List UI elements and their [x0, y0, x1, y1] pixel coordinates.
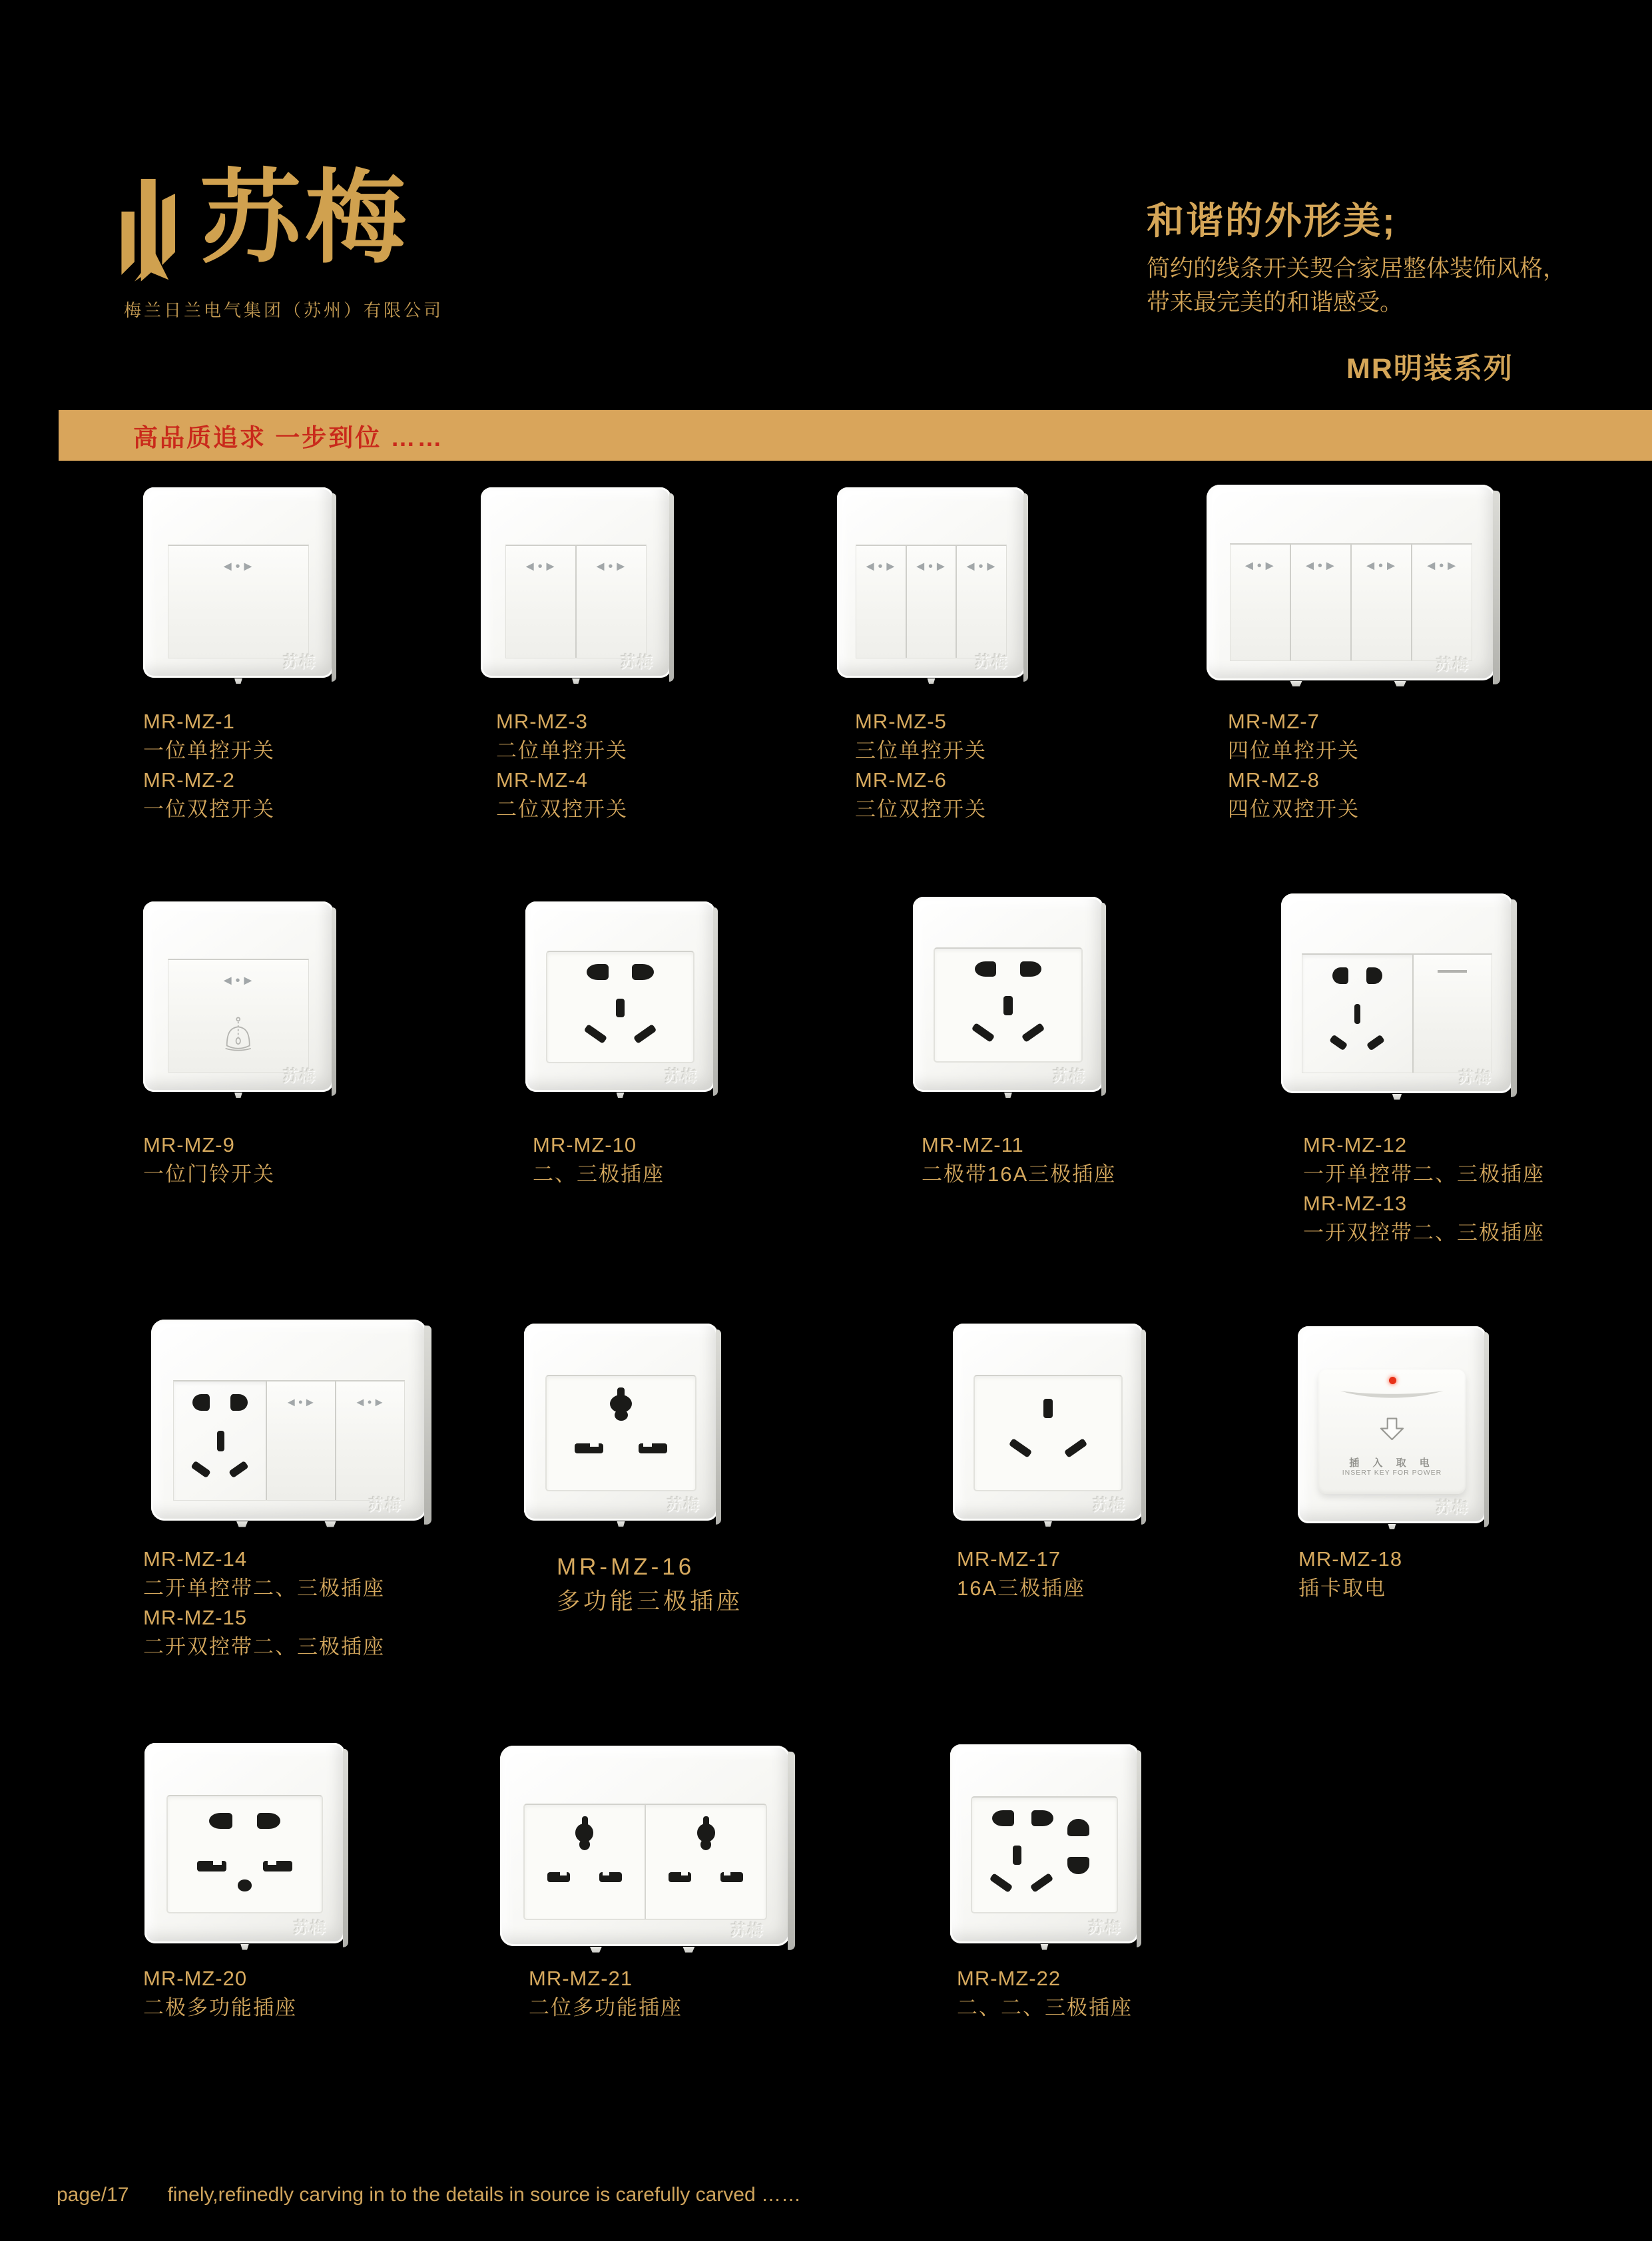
- rocker: [906, 546, 956, 658]
- socket-face: [166, 1795, 323, 1913]
- product-label: [143, 1545, 385, 1662]
- socket-face: [934, 947, 1082, 1063]
- rocker-indicator-icon: ◄•►: [1364, 558, 1399, 573]
- socket-hole-2pin-left: [587, 964, 609, 979]
- mounting-notch: [232, 1093, 244, 1099]
- model-description: 二开双控带二、三极插座: [143, 1635, 385, 1658]
- rocker-indicator-icon: ◄•►: [285, 1395, 318, 1409]
- model-description: 一开单控带二、三极插座: [1303, 1162, 1545, 1186]
- page-number: page/17: [57, 2184, 129, 2206]
- brand-emboss: 苏梅: [1053, 1067, 1087, 1085]
- socket-hole-2pin-top: [1067, 1819, 1089, 1836]
- model-number: MR-MZ-5: [855, 710, 947, 733]
- model-number: MR-MZ-7: [1228, 710, 1320, 733]
- model-description: 三位双控开关: [855, 798, 987, 821]
- model-number: MR-MZ-8: [1228, 768, 1320, 792]
- model-number: MR-MZ-1: [143, 710, 235, 733]
- mounting-notch: [587, 1947, 605, 1953]
- socket-hole-neutral: [1366, 1034, 1386, 1051]
- socket-hole-multi-top-left: [209, 1813, 232, 1829]
- socket-hole-multi-left: [669, 1872, 691, 1882]
- rocker-indicator-icon: ◄•►: [914, 559, 949, 575]
- switch-face: [505, 545, 647, 659]
- rocker-indicator-icon: ◄•►: [1242, 558, 1278, 573]
- socket-hole-multi-left: [547, 1872, 570, 1882]
- model-description: 一位门铃开关: [143, 1162, 275, 1186]
- product-photo-mr-mz-16: [524, 1324, 718, 1521]
- rocker-indicator-icon: ◄•►: [593, 559, 629, 575]
- rocker-indicator-icon: ◄•►: [220, 973, 256, 989]
- product-label: [922, 1130, 1116, 1189]
- mounting-notch: [1288, 681, 1305, 687]
- intro-line-1: 简约的线条开关契合家居整体装饰风格，: [1147, 256, 1567, 282]
- product-label: [1228, 707, 1360, 824]
- brand-emboss: 苏梅: [283, 653, 317, 671]
- mounting-notch: [322, 1521, 339, 1527]
- socket-hole-multi-left: [197, 1861, 226, 1871]
- model-description: 多功能三极插座: [557, 1589, 744, 1615]
- headline: 和谐的外形美;: [1147, 200, 1397, 242]
- product-photo-mr-mz-14: [151, 1320, 427, 1521]
- socket-hole-2pin-left: [1332, 967, 1349, 984]
- combo-face: [1302, 953, 1492, 1073]
- product-photo-mr-mz-22: [950, 1744, 1139, 1943]
- product-photo-mr-mz-18: [1298, 1326, 1486, 1523]
- model-description: 二位双控开关: [496, 798, 628, 821]
- mounting-notch: [615, 1093, 626, 1099]
- socket-hole-multi-right: [263, 1861, 292, 1871]
- multifunction-unit: [525, 1805, 645, 1919]
- power-led: [1389, 1377, 1396, 1384]
- brand-emboss: 苏梅: [1093, 1496, 1127, 1514]
- rocker: [266, 1381, 335, 1500]
- model-description: 三位单控开关: [855, 739, 987, 762]
- model-description: 二位多功能插座: [529, 1996, 683, 2019]
- rocker: [1231, 545, 1290, 660]
- footer-caption: finely,refinedly carving in to the details in source is carefully carved ……: [167, 2184, 801, 2206]
- socket-hole-neutral: [1030, 1873, 1053, 1893]
- mounting-notch: [238, 1944, 250, 1950]
- rocker: [956, 546, 1005, 658]
- mounting-notch: [570, 678, 581, 684]
- model-description: 一位单控开关: [143, 739, 275, 762]
- model-number: MR-MZ-14: [143, 1547, 248, 1571]
- socket-hole-earth: [1043, 1399, 1052, 1418]
- model-number: MR-MZ-17: [957, 1547, 1061, 1571]
- socket-hole-round: [238, 1879, 252, 1891]
- product-photo-mr-mz-5: [837, 487, 1025, 678]
- socket-hole-2pin-right: [1366, 967, 1383, 984]
- rocker: [1290, 545, 1350, 660]
- socket-hole-multi-right: [720, 1872, 743, 1882]
- brand-emboss: 苏梅: [368, 1495, 402, 1513]
- socket-hole-2pin-right: [1031, 1810, 1053, 1826]
- socket-hole-neutral: [228, 1461, 249, 1479]
- model-number: MR-MZ-18: [1298, 1547, 1403, 1571]
- plate-edge: [669, 493, 674, 682]
- product-photo-mr-mz-21: [500, 1746, 790, 1946]
- insert-arrow-icon: [1367, 1414, 1417, 1449]
- product-label: [1303, 1130, 1545, 1248]
- mounting-notch: [926, 678, 937, 684]
- mounting-notch: [1390, 1094, 1404, 1100]
- mounting-notch: [232, 678, 244, 684]
- model-number: MR-MZ-10: [533, 1133, 637, 1156]
- model-description: 插卡取电: [1298, 1577, 1386, 1600]
- product-photo-mr-mz-3: [481, 487, 671, 678]
- socket-hole-2pin-bottom: [1067, 1857, 1089, 1874]
- socket-hole-earth-round-small: [579, 1839, 590, 1850]
- model-description: 二极带16A三极插座: [922, 1162, 1117, 1186]
- socket-hole-live: [989, 1873, 1013, 1893]
- plate-edge: [713, 907, 718, 1096]
- brand-emboss: 苏梅: [1436, 1499, 1470, 1517]
- socket-hole-multi-top-right: [257, 1813, 280, 1829]
- plate-edge: [716, 1330, 721, 1525]
- rocker: [168, 546, 308, 658]
- company-name: 梅兰日兰电气集团（苏州）有限公司: [124, 300, 444, 320]
- socket-hole-2pin-left: [992, 1810, 1014, 1826]
- socket-hole-earth-round-small: [700, 1839, 711, 1850]
- model-number: MR-MZ-3: [496, 710, 588, 733]
- product-photo-mr-mz-20: [144, 1743, 345, 1943]
- multifunction-unit: [645, 1805, 766, 1919]
- switch-face: [1230, 543, 1473, 660]
- plate-edge: [1511, 899, 1517, 1097]
- rocker: [1350, 545, 1411, 660]
- socket-hole-earth: [616, 999, 625, 1017]
- model-number: MR-MZ-4: [496, 768, 588, 792]
- product-label: [1298, 1545, 1402, 1603]
- socket-hole-live: [971, 1023, 995, 1043]
- product-label: [529, 1964, 683, 2023]
- plate-edge: [1141, 1330, 1146, 1525]
- model-description: 一开双控带二、三极插座: [1303, 1221, 1545, 1244]
- product-label: [557, 1550, 743, 1619]
- model-number: MR-MZ-11: [922, 1133, 1024, 1156]
- mounting-notch: [234, 1521, 250, 1527]
- product-label: [143, 1130, 275, 1189]
- card-instruction-cn: 插 入 取 电: [1349, 1457, 1435, 1469]
- socket-section: [1302, 955, 1412, 1073]
- socket-hole-2pin-left: [192, 1394, 210, 1411]
- slogan-text: 高品质追求 一步到位 ……: [133, 424, 444, 451]
- socket-hole-earth: [217, 1431, 224, 1451]
- socket-face: [545, 1375, 696, 1491]
- product-photo-mr-mz-12: [1281, 893, 1513, 1093]
- model-number: MR-MZ-15: [143, 1606, 248, 1629]
- model-number: MR-MZ-20: [143, 1967, 248, 1990]
- plate-edge: [1101, 903, 1106, 1096]
- key-card-slot-face: [1318, 1370, 1466, 1494]
- product-label: [957, 1964, 1133, 2023]
- model-description: 二极多功能插座: [143, 1996, 297, 2019]
- model-description: 四位单控开关: [1228, 739, 1360, 762]
- rocker-indicator-icon: ◄•►: [523, 559, 559, 575]
- socket-hole-2pin-right: [1020, 961, 1042, 977]
- model-number: MR-MZ-12: [1303, 1133, 1408, 1156]
- plate-edge: [332, 493, 336, 682]
- plate-edge: [1023, 493, 1028, 682]
- mounting-notch: [680, 1947, 697, 1953]
- socket-section: [174, 1381, 266, 1500]
- mounting-notch: [1386, 1524, 1398, 1530]
- plate-edge: [1493, 491, 1500, 685]
- bell-icon: [213, 1013, 263, 1060]
- socket-hole-live: [1329, 1034, 1348, 1051]
- slogan-banner: [59, 410, 1652, 461]
- socket-hole-earth-round-small: [615, 1409, 628, 1421]
- card-slot-icon: [1333, 1385, 1451, 1403]
- brand-emboss: 苏梅: [665, 1067, 698, 1085]
- mounting-notch: [1042, 1521, 1053, 1527]
- brand-logo-text: 苏梅: [200, 162, 410, 275]
- product-photo-mr-mz-11: [913, 897, 1103, 1092]
- brand-emboss: 苏梅: [1436, 656, 1470, 674]
- model-number: MR-MZ-2: [143, 768, 235, 792]
- product-label: [533, 1130, 665, 1189]
- socket-hole-earth: [1354, 1004, 1361, 1024]
- mounting-notch: [615, 1521, 627, 1527]
- product-label: [957, 1545, 1085, 1603]
- model-description: 二开单控带二、三极插座: [143, 1577, 385, 1600]
- doorbell-rocker: [168, 960, 308, 1073]
- socket-hole-neutral: [1064, 1438, 1088, 1458]
- switch-face: [168, 545, 309, 659]
- socket-hole-2pin-left: [975, 961, 997, 977]
- mounting-notch: [1002, 1093, 1013, 1099]
- model-number: MR-MZ-6: [855, 768, 947, 792]
- model-description: 16A三极插座: [957, 1577, 1086, 1600]
- product-photo-mr-mz-10: [525, 901, 715, 1092]
- rocker-indicator-icon: ◄•►: [1424, 558, 1460, 573]
- rocker-indicator-icon: [1438, 970, 1467, 973]
- product-label: [855, 707, 987, 824]
- rocker-indicator-icon: ◄•►: [863, 559, 899, 575]
- switch-face: [168, 959, 309, 1073]
- product-photo-mr-mz-17: [953, 1324, 1143, 1521]
- brand-emboss: 苏梅: [667, 1496, 700, 1514]
- brand-emboss: 苏梅: [1458, 1069, 1492, 1086]
- intro-paragraph: [1147, 252, 1566, 320]
- brand-logo-icon: [120, 172, 201, 290]
- plate-edge: [343, 1749, 348, 1947]
- model-description: 一位双控开关: [143, 798, 275, 821]
- rocker: [335, 1381, 404, 1500]
- socket-hole-live: [584, 1024, 607, 1043]
- product-photo-mr-mz-7: [1207, 485, 1496, 680]
- card-instruction-en: INSERT KEY FOR POWER: [1342, 1469, 1442, 1477]
- socket-hole-2pin-right: [230, 1394, 248, 1411]
- plate-edge: [788, 1752, 795, 1951]
- model-description: 四位双控开关: [1228, 798, 1360, 821]
- socket-hole-multi-right: [599, 1872, 622, 1882]
- model-description: 二、二、三极插座: [957, 1996, 1133, 2019]
- socket-face: [971, 1796, 1118, 1913]
- mounting-notch: [1039, 1944, 1050, 1950]
- combo-face: [173, 1380, 405, 1501]
- rocker: [856, 546, 905, 658]
- model-description: 二、三极插座: [533, 1162, 665, 1186]
- socket-hole-live: [190, 1461, 211, 1479]
- brand-emboss: 苏梅: [975, 653, 1009, 671]
- model-number: MR-MZ-9: [143, 1133, 235, 1156]
- brand-emboss: 苏梅: [621, 653, 655, 671]
- plate-edge: [424, 1326, 431, 1525]
- product-photo-mr-mz-1: [143, 487, 334, 678]
- series-title: MR明装系列: [1346, 353, 1514, 385]
- intro-line-2: 带来最完美的和谐感受。: [1147, 290, 1404, 316]
- switch-face: [856, 545, 1006, 659]
- plate-edge: [1137, 1750, 1141, 1947]
- plate-edge: [1484, 1332, 1489, 1527]
- product-label: [496, 707, 628, 824]
- socket-hole-multi-left: [575, 1443, 603, 1453]
- model-number: MR-MZ-13: [1303, 1192, 1408, 1215]
- socket-hole-2pin-right: [632, 964, 654, 979]
- model-number: MR-MZ-22: [957, 1967, 1061, 1990]
- rocker-indicator-icon: ◄•►: [1303, 558, 1338, 573]
- brand-emboss: 苏梅: [1088, 1919, 1122, 1937]
- rocker-indicator-icon: ◄•►: [964, 559, 999, 575]
- brand-emboss: 苏梅: [283, 1067, 317, 1085]
- brand-emboss: 苏梅: [730, 1921, 764, 1939]
- socket-face: [973, 1375, 1122, 1491]
- socket-hole-multi-right: [639, 1443, 667, 1453]
- product-photo-mr-mz-9: [143, 901, 334, 1092]
- plate-edge: [332, 907, 336, 1096]
- model-number: MR-MZ-16: [557, 1554, 695, 1580]
- model-number: MR-MZ-21: [529, 1967, 633, 1990]
- socket-hole-earth: [1013, 1846, 1021, 1865]
- page-footer: [57, 2184, 801, 2206]
- socket-hole-neutral: [633, 1024, 657, 1043]
- socket-hole-live: [1009, 1438, 1033, 1458]
- mounting-notch: [1392, 681, 1409, 687]
- rocker: [506, 546, 575, 658]
- model-description: 二位单控开关: [496, 739, 628, 762]
- socket-face: [546, 951, 694, 1063]
- rocker: [1411, 545, 1472, 660]
- rocker: [575, 546, 646, 658]
- brand-emboss: 苏梅: [293, 1918, 327, 1936]
- rocker-indicator-icon: ◄•►: [354, 1395, 386, 1409]
- product-label: [143, 1964, 297, 2023]
- rocker-indicator-icon: ◄•►: [220, 559, 256, 575]
- rocker: [1412, 955, 1492, 1073]
- socket-hole-earth: [1003, 996, 1012, 1015]
- product-label: [143, 707, 275, 824]
- socket-hole-neutral: [1021, 1023, 1045, 1043]
- socket-face: [523, 1804, 767, 1920]
